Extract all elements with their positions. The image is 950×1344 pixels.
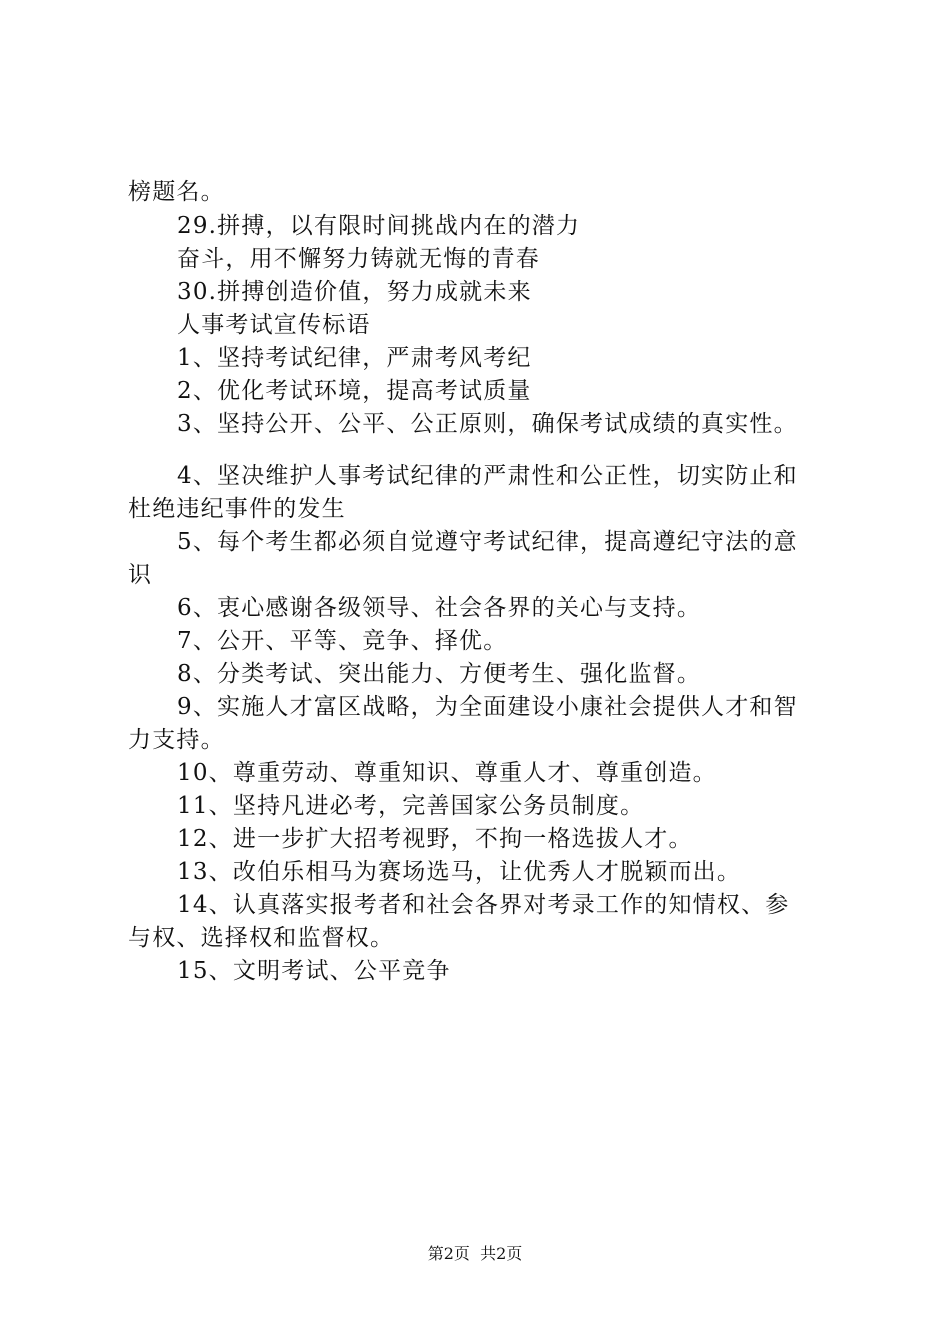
list-item: 15、文明考试、公平竞争 (177, 958, 451, 984)
list-item: 10、尊重劳动、尊重知识、尊重人才、尊重创造。 (177, 760, 717, 786)
list-item-continuation: 识 (128, 562, 153, 588)
page-footer: 第2页 共2页 (427, 1244, 523, 1263)
text-line: 榜题名。 (128, 179, 225, 205)
list-item: 6、衷心感谢各级领导、社会各界的关心与支持。 (177, 595, 702, 621)
section-heading: 人事考试宣传标语 (177, 312, 371, 338)
list-item: 14、认真落实报考者和社会各界对考录工作的知情权、参 (177, 892, 790, 918)
text-line: 30.拼搏创造价值，努力成就未来 (177, 279, 532, 305)
list-item: 12、进一步扩大招考视野，不拘一格选拔人才。 (177, 826, 693, 852)
list-item-continuation: 与权、选择权和监督权。 (128, 925, 395, 951)
list-item: 3、坚持公开、公平、公正原则，确保考试成绩的真实性。 (177, 411, 798, 437)
list-item: 5、每个考生都必须自觉遵守考试纪律，提高遵纪守法的意 (177, 529, 798, 555)
list-item: 4、坚决维护人事考试纪律的严肃性和公正性，切实防止和 (177, 463, 798, 489)
list-item: 1、坚持考试纪律，严肃考风考纪 (177, 345, 532, 371)
list-item-continuation: 力支持。 (128, 727, 225, 753)
list-item: 9、实施人才富区战略，为全面建设小康社会提供人才和智 (177, 694, 798, 720)
text-line: 奋斗，用不懈努力铸就无悔的青春 (177, 246, 540, 272)
list-item: 13、改伯乐相马为赛场选马，让优秀人才脱颖而出。 (177, 859, 742, 885)
list-item: 2、优化考试环境，提高考试质量 (177, 378, 532, 404)
list-item: 8、分类考试、突出能力、方便考生、强化监督。 (177, 661, 702, 687)
text-line: 29.拼搏，以有限时间挑战内在的潜力 (177, 213, 581, 239)
list-item: 11、坚持凡进必考，完善国家公务员制度。 (177, 793, 645, 819)
list-item: 7、公开、平等、竞争、择优。 (177, 628, 508, 654)
list-item-continuation: 杜绝违纪事件的发生 (128, 496, 346, 522)
